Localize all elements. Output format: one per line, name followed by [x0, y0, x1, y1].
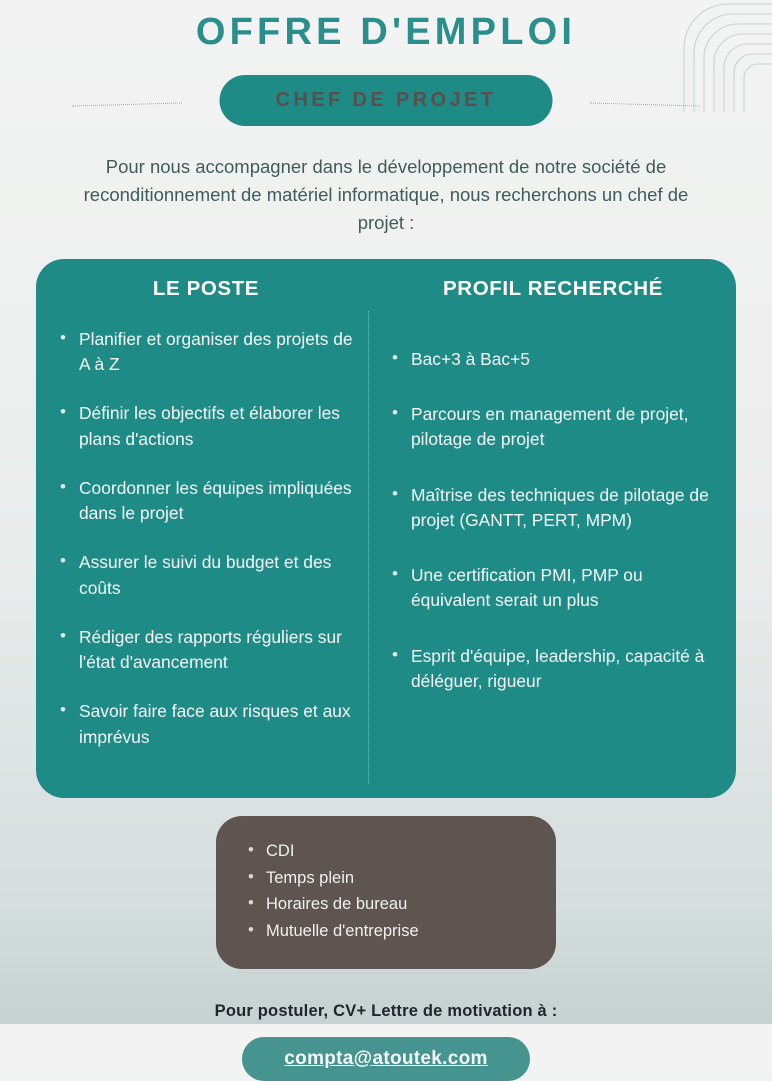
list-item: • Mutuelle d'entreprise [246, 918, 526, 945]
dotted-line-right [590, 102, 700, 106]
list-item: • Maîtrise des techniques de pilotage de projet (GANTT, PERT, MPM) [390, 483, 716, 533]
column-profil-recherche [368, 277, 732, 774]
list-item: • Bac+3 à Bac+5 [390, 347, 716, 372]
list-item: • Assurer le suivi du budget et des coûts [58, 550, 354, 600]
email-link[interactable]: compta@atoutek.com [242, 1037, 529, 1081]
column-le-poste [36, 277, 368, 774]
job-title-badge: CHEF DE PROJET [220, 75, 553, 126]
column-heading-le-poste: LE POSTE [152, 277, 260, 301]
contract-conditions-box [216, 816, 556, 969]
list-item: • Coordonner les équipes impliquées dans le projet [58, 476, 354, 526]
page-title: OFFRE D'EMPLOI [195, 11, 577, 53]
list-item: • Rédiger des rapports réguliers sur l'état d'avancement [58, 625, 354, 675]
le-poste-list [58, 327, 354, 774]
contract-list [246, 838, 526, 945]
column-divider [368, 311, 369, 784]
list-item: • Définir les objectifs et élaborer les plans d'actions [58, 401, 354, 451]
list-item: • Savoir faire face aux risques et aux imprévus [58, 699, 354, 749]
email-pill-wrap [0, 1037, 772, 1081]
details-card [36, 259, 736, 798]
list-item: • Esprit d'équipe, leadership, capacité à déléguer, rigueur [390, 644, 716, 694]
profil-recherche-list [390, 347, 716, 724]
apply-instructions: Pour postuler, CV+ Lettre de motivation à : [214, 1001, 558, 1020]
list-item: • CDI [246, 838, 526, 865]
list-item: • Planifier et organiser des projets de A à Z [58, 327, 354, 377]
list-item: • Horaires de bureau [246, 891, 526, 918]
column-heading-profil-recherche: PROFIL RECHERCHÉ [443, 277, 663, 301]
dotted-line-left [72, 102, 182, 106]
list-item: • Parcours en management de projet, pilotage de projet [390, 402, 716, 452]
list-item: • Temps plein [246, 865, 526, 892]
intro-paragraph: Pour nous accompagner dans le développement de notre société de reconditionnement de matériel informatique, nous recherchons un chef de projet : [83, 155, 689, 233]
list-item: • Une certification PMI, PMP ou équivalent serait un plus [390, 563, 716, 613]
badge-row [0, 75, 772, 133]
